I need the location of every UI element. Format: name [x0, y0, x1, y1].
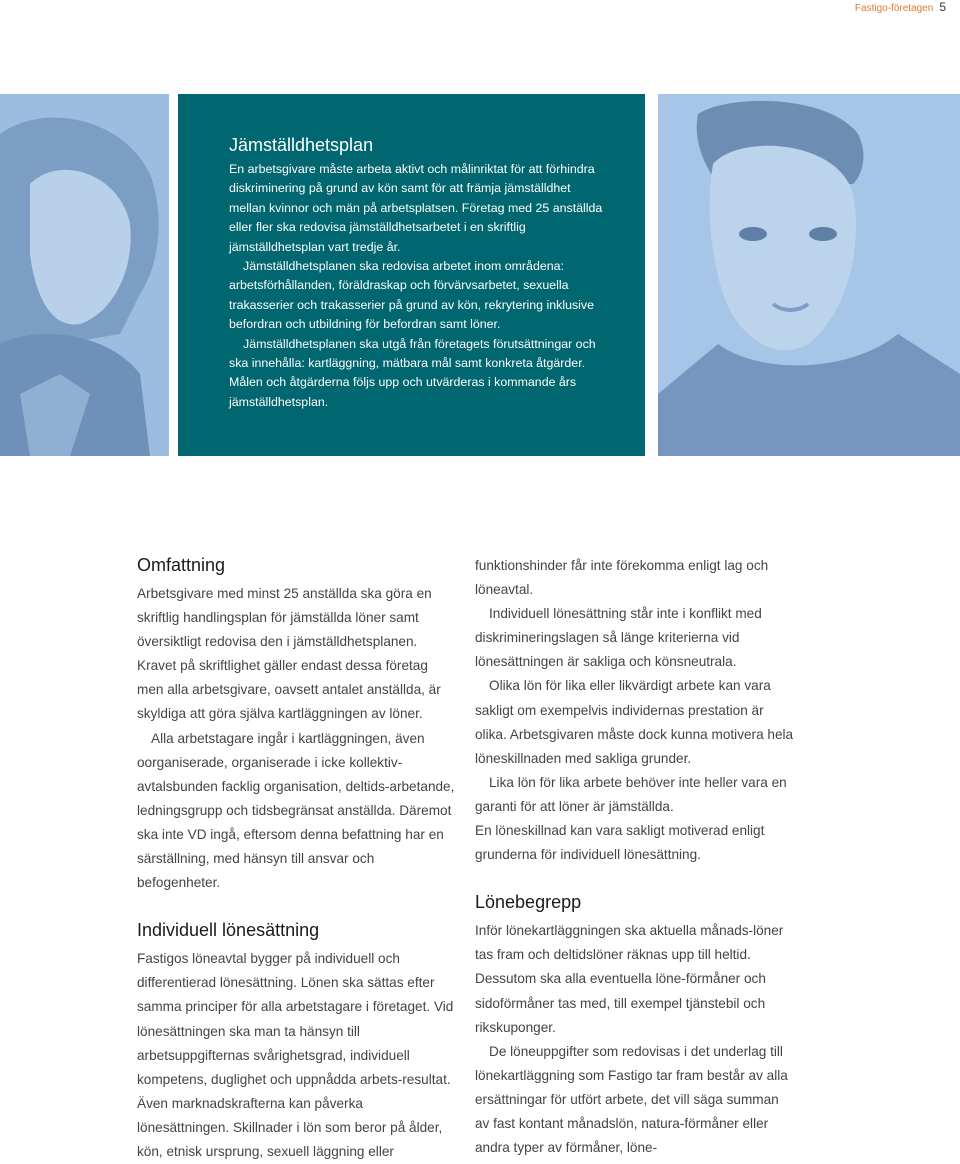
page-header	[855, 0, 946, 18]
heading-lonebegrepp: Lönebegrepp	[475, 892, 582, 913]
paragraph: Lika lön för lika arbete behöver inte heller vara en garanti för att löner är jämställda.	[475, 774, 787, 814]
box-heading: Jämställdhetsplan	[229, 135, 374, 155]
paragraph: De löneuppgifter som redovisas i det underlag till lönekartläggning som Fastigo tar fram består av alla ersättningar för utfört arbete, det vill säga summan av fast kontant månadslön, natura-förmåner eller andra typer av förmåner, löne-	[475, 1043, 788, 1156]
paragraph: En löneskillnad kan vara sakligt motiverad enligt grunderna för individuell lönesättning.	[475, 823, 765, 863]
heading-omfattning: Omfattning	[137, 555, 226, 575]
paragraph: Fastigos löneavtal bygger på individuell och differentierad lönesättning. Lönen ska sättas efter samma principer för alla arbetstagare i företaget. Vid lönesättningen ska man ta hänsyn till arbetsuppgifternas svårighetsgrad, individuell kompetens, duglighet och uppnådda arbets-resultat. Även marknadskrafterna kan påverka lönesättningen. Skillnader i lön som beror på ålder, kön, etnisk ursprung, sexuell läggning eller	[137, 951, 454, 1159]
right-column	[475, 554, 795, 1160]
running-title: Fastigo-företagen	[854, 3, 934, 14]
paragraph: Inför lönekartläggningen ska aktuella månads-löner tas fram och deltidslöner räknas upp till heltid. Dessutom ska alla eventuella löne-förmåner och sidoförmåner tas med, till exempel tjänstebil och rikskuponger.	[475, 923, 784, 1035]
paragraph: Individuell lönesättning står inte i konflikt med diskrimineringslagen så länge kriterierna vid lönesättningen är sakliga och könsneutrala.	[475, 606, 762, 670]
paragraph: funktionshinder får inte förekomma enligt lag och löneavtal.	[475, 558, 769, 598]
paragraph: Arbetsgivare med minst 25 anställda ska göra en skriftlig handlingsplan för jämställda löner samt översiktligt redovisa den i jämställdhetsplanen. Kravet på skriftlighet gäller endast dessa företag men alla arbetsgivare, oavsett antalet anställda, är skyldiga att göra själva kartläggningen av löner.	[137, 586, 441, 722]
heading-individuell-lonesattning: Individuell lönesättning	[137, 920, 320, 941]
paragraph: Olika lön för lika eller likvärdigt arbete kan vara sakligt om exempelvis individernas prestation är olika. Arbetsgivaren måste dock kunna motivera hela löneskillnaden med sakliga grunder.	[475, 678, 794, 766]
box-paragraph: Jämställdhetsplanen ska utgå från företagets förutsättningar och ska innehålla: kartläggning, mätbara mål samt konkreta åtgärder. Målen och åtgärderna följs upp och utvärderas i kommande års jämställdhetsplan.	[229, 336, 596, 409]
jamstalldhetsplan-box	[178, 94, 645, 456]
photo-man	[658, 94, 960, 456]
photo-woman	[0, 94, 169, 456]
page-number: 5	[939, 0, 946, 14]
box-paragraph: En arbetsgivare måste arbeta aktivt och målinriktat för att förhindra diskriminering på grund av kön samt för att främja jämställdhet mellan kvinnor och män på arbetsplatsen. Företag med 25 anställda eller fler ska redovisa jämställdhetsarbetet i en skriftlig jämställdhetsplan vart tredje år.	[229, 162, 603, 254]
paragraph: Alla arbetstagare ingår i kartläggningen, även oorganiserade, organiserade i icke kollektiv-avtalsbunden facklig organisation, deltids-arbetande, ledningsgrupp och tidsbegränsat anställda. Däremot ska inte VD ingå, eftersom denna befattning har en särställning, med hänsyn till ansvar och befogenheter.	[137, 730, 455, 891]
box-paragraph: Jämställdhetsplanen ska redovisa arbetet inom områdena: arbetsförhållanden, föräldraskap och förvärvsarbetet, sexuella trakasserier och trakasserier på grund av kön, rekrytering inklusive befordran och utbildning för befordran samt löner.	[229, 259, 594, 332]
left-column	[137, 552, 457, 1164]
